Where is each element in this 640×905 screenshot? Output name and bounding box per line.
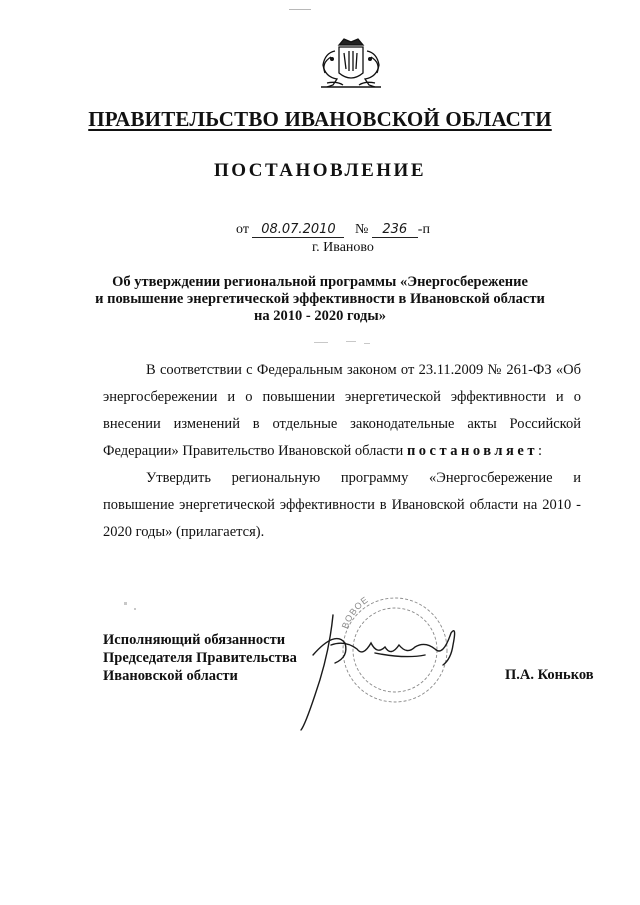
number-prefix: № <box>354 222 369 237</box>
paragraph-1-end: : <box>537 443 542 459</box>
subject-line-2: и повышение энергетической эффективности в Ивановской области <box>95 291 545 307</box>
body-text <box>103 357 581 546</box>
svg-text:ВОВОЕ <box>340 594 371 630</box>
subject-line-3: на 2010 - 2020 годы» <box>254 308 386 324</box>
date-value: 08.07.2010 <box>252 222 344 238</box>
signature-with-stamp <box>275 585 475 735</box>
city: г. Иваново <box>312 240 374 255</box>
decision-word: постановляет <box>406 443 538 459</box>
doc-type-heading: ПОСТАНОВЛЕНИЕ <box>213 160 427 181</box>
subject-heading <box>80 274 560 325</box>
signer-role-line-3: Ивановской области <box>103 668 238 684</box>
number-suffix: -п <box>417 222 430 237</box>
signer-name: П.А. Коньков <box>505 667 594 683</box>
subject-line-1: Об утверждении региональной программы «Энергосбережение <box>112 274 528 290</box>
coat-of-arms-icon <box>313 33 389 93</box>
date-prefix: от <box>236 222 249 237</box>
signer-role <box>103 631 297 685</box>
paragraph-1-text: В соответствии с Федеральным законом от 23.11.2009 № 261-ФЗ «Об энергосбережении и о повышении энергетической эффективности и о внесении изменений в отдельные законодательные акты Российской Федерации» Правительство Ивановской области <box>103 362 581 459</box>
paragraph-1 <box>103 357 581 465</box>
number-value: 236 <box>372 222 418 238</box>
signer-role-line-1: Исполняющий обязанности <box>103 632 286 648</box>
stamp-text: ВОВОЕ <box>339 594 371 630</box>
top-edge-mark <box>289 9 311 10</box>
org-title: ПРАВИТЕЛЬСТВО ИВАНОВСКОЙ ОБЛАСТИ <box>88 107 552 131</box>
date-number-line <box>236 222 430 238</box>
paragraph-2: Утвердить региональную программу «Энергосбережение и повышение энергетической эффективности в Ивановской области на 2010 - 2020 годы» (прилагается). <box>103 470 581 540</box>
signer-role-line-2: Председателя Правительства <box>103 650 297 666</box>
